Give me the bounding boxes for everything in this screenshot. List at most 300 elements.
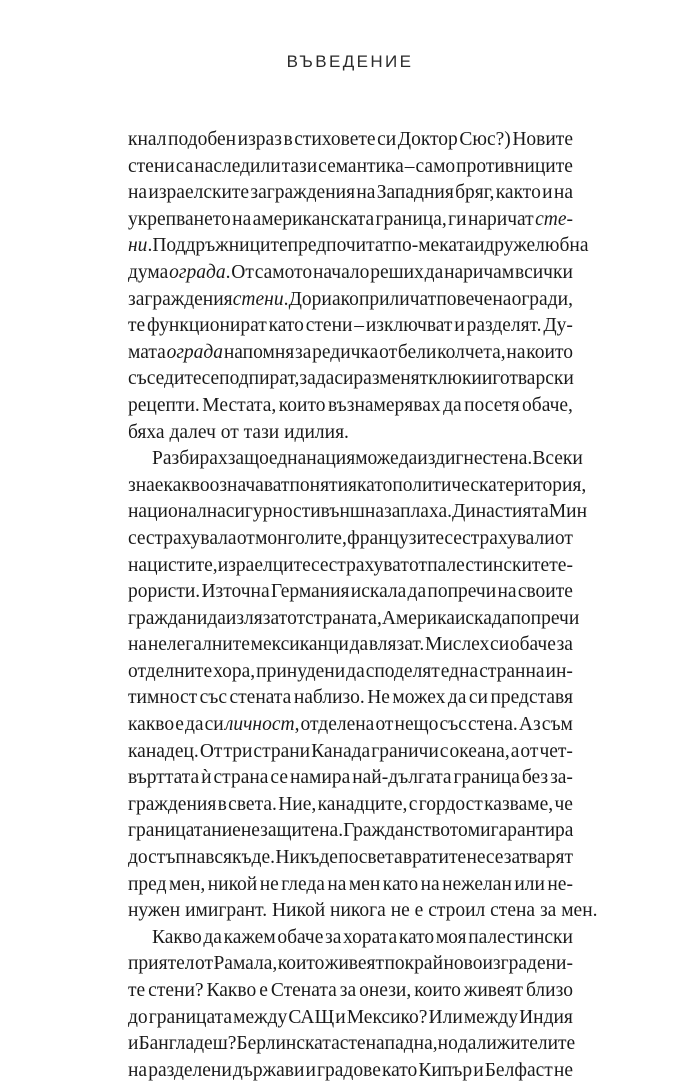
word xyxy=(408,579,427,606)
word xyxy=(436,287,492,314)
text: затварят xyxy=(503,847,573,869)
word xyxy=(284,420,349,447)
text: да xyxy=(398,448,418,470)
text: че xyxy=(554,793,573,815)
text: си xyxy=(204,714,224,736)
text: влязат. xyxy=(368,634,425,656)
text-line xyxy=(128,553,573,580)
text: е xyxy=(259,980,268,1001)
text-line xyxy=(128,606,580,633)
word xyxy=(511,739,520,766)
text: и xyxy=(542,182,553,204)
text: в xyxy=(217,793,227,815)
word xyxy=(454,765,520,792)
word xyxy=(346,659,365,686)
text: да xyxy=(203,926,222,948)
text: се xyxy=(485,847,504,869)
word xyxy=(395,712,439,739)
text: онези, xyxy=(359,980,412,1001)
word xyxy=(312,340,378,367)
text: не xyxy=(259,873,279,895)
text: Мислех xyxy=(425,634,490,656)
text: като xyxy=(381,1059,418,1081)
word xyxy=(325,925,341,952)
word xyxy=(169,420,220,447)
text: падна, xyxy=(384,1033,438,1055)
text-line xyxy=(128,233,589,260)
word xyxy=(305,606,382,633)
text-line xyxy=(128,1058,573,1084)
text: границата xyxy=(128,820,212,842)
text: палестинските xyxy=(427,554,550,576)
word xyxy=(454,313,464,340)
text-line xyxy=(128,313,573,340)
text: една xyxy=(440,660,479,682)
text: на xyxy=(356,182,376,204)
word xyxy=(385,1031,438,1058)
word xyxy=(306,313,353,340)
word xyxy=(440,712,467,739)
word xyxy=(232,207,251,234)
word xyxy=(335,1005,345,1032)
text: Рамала, xyxy=(213,953,278,975)
word xyxy=(485,1058,553,1084)
word xyxy=(334,366,353,393)
text: стиховете xyxy=(294,129,376,150)
text: по-меката xyxy=(391,235,474,257)
text: монголите, xyxy=(255,527,347,549)
text: които xyxy=(526,341,573,363)
text: кнал xyxy=(128,129,167,150)
text: не xyxy=(466,847,486,869)
text-line xyxy=(128,739,573,766)
text: Мексико? xyxy=(346,1006,428,1028)
word xyxy=(456,154,573,181)
word xyxy=(148,632,250,659)
text: обаче xyxy=(509,634,556,656)
word xyxy=(225,712,300,739)
text: за xyxy=(299,368,316,390)
word xyxy=(207,978,257,1005)
text: да xyxy=(349,634,369,656)
text: най-дългата xyxy=(352,767,452,789)
text-line xyxy=(128,1031,576,1058)
text: изключват xyxy=(365,315,453,337)
text: може xyxy=(355,448,399,470)
word xyxy=(168,127,236,154)
word xyxy=(504,845,573,872)
word xyxy=(557,632,573,659)
text: граничи xyxy=(371,740,439,762)
word xyxy=(443,951,573,978)
text: какво xyxy=(128,714,175,736)
word xyxy=(417,446,482,473)
word xyxy=(540,898,561,925)
italic-text: ограда xyxy=(166,341,224,363)
word xyxy=(128,845,186,872)
word xyxy=(236,1031,339,1058)
text: Кипър xyxy=(418,1059,473,1081)
word xyxy=(359,845,403,872)
text: на xyxy=(128,634,148,656)
text: попречи xyxy=(510,607,580,629)
word xyxy=(128,712,174,739)
word xyxy=(379,340,397,367)
word xyxy=(299,366,315,393)
text-line xyxy=(128,898,598,925)
text: на xyxy=(497,581,517,603)
word xyxy=(241,818,343,845)
text: . xyxy=(147,235,153,257)
word xyxy=(409,553,427,580)
word xyxy=(282,154,318,181)
word xyxy=(128,393,200,420)
word xyxy=(202,366,220,393)
word xyxy=(492,287,511,314)
text: страната, xyxy=(305,607,382,629)
text: намира xyxy=(289,767,351,789)
word xyxy=(250,180,355,207)
word xyxy=(186,845,275,872)
text: . xyxy=(283,288,289,310)
word xyxy=(462,526,555,553)
word xyxy=(437,340,505,367)
word xyxy=(218,553,311,580)
text: Или xyxy=(428,1006,463,1028)
text-line xyxy=(128,260,573,287)
word xyxy=(555,526,573,553)
word xyxy=(278,792,316,819)
word xyxy=(128,1058,147,1084)
text: ги xyxy=(448,208,467,230)
text: не- xyxy=(547,873,573,895)
text: на xyxy=(492,288,512,310)
text-line xyxy=(128,659,573,686)
text: света xyxy=(358,847,403,869)
word xyxy=(128,1005,148,1032)
text: само xyxy=(415,155,456,177)
word xyxy=(350,632,369,659)
text-line xyxy=(128,925,573,952)
word xyxy=(128,818,211,845)
text: стената xyxy=(229,687,292,709)
word xyxy=(224,925,276,952)
text: една xyxy=(268,448,307,470)
text: с xyxy=(408,793,418,815)
word xyxy=(490,685,573,712)
text-line xyxy=(128,180,573,207)
word xyxy=(230,685,292,712)
text: от xyxy=(194,953,213,975)
word xyxy=(269,313,304,340)
word xyxy=(128,260,168,287)
word xyxy=(428,366,482,393)
text: Източна xyxy=(201,581,270,603)
word xyxy=(382,606,455,633)
word xyxy=(384,499,452,526)
text: клюки xyxy=(428,368,482,390)
word xyxy=(383,872,418,899)
text: подобен xyxy=(168,129,237,150)
text: , xyxy=(294,714,300,736)
word xyxy=(218,792,227,819)
word xyxy=(497,1031,575,1058)
word xyxy=(233,1005,287,1032)
text: три xyxy=(223,740,253,762)
paragraph xyxy=(128,127,589,446)
text: нещо xyxy=(394,714,439,736)
text: стени xyxy=(305,315,353,337)
word xyxy=(352,765,451,792)
text: Ду- xyxy=(543,315,573,337)
text: израелските xyxy=(148,182,250,204)
text: е xyxy=(232,820,241,842)
word xyxy=(238,127,282,154)
text: политическа xyxy=(392,474,497,496)
word xyxy=(128,553,218,580)
word xyxy=(332,287,359,314)
text: да xyxy=(184,714,204,736)
word xyxy=(185,712,204,739)
word xyxy=(272,898,330,925)
word xyxy=(343,818,468,845)
text: на xyxy=(420,873,440,895)
word xyxy=(466,845,485,872)
word xyxy=(195,951,213,978)
text: на xyxy=(553,182,573,204)
word xyxy=(201,579,269,606)
text: моя xyxy=(435,926,467,948)
text: Никой xyxy=(271,900,326,922)
text: държави xyxy=(232,1059,305,1081)
text: Германия xyxy=(270,581,350,603)
word xyxy=(554,180,573,207)
text: строил xyxy=(428,900,486,922)
word xyxy=(520,739,538,766)
word xyxy=(223,739,252,766)
word xyxy=(128,632,147,659)
text-line xyxy=(128,712,573,739)
word xyxy=(128,180,147,207)
word xyxy=(255,526,347,553)
word xyxy=(484,233,588,260)
word xyxy=(281,872,325,899)
text: между xyxy=(463,1006,518,1028)
text: бряг, xyxy=(455,182,495,204)
text: ако xyxy=(331,288,359,310)
text: рористи. xyxy=(128,581,201,603)
text: стена xyxy=(339,1033,385,1055)
word xyxy=(398,127,458,154)
text: но xyxy=(437,1033,458,1055)
text: се xyxy=(270,767,288,789)
text: – xyxy=(354,315,365,337)
text: живеят xyxy=(324,953,385,975)
text: и xyxy=(305,1059,316,1081)
text: излязат xyxy=(225,607,288,629)
word xyxy=(128,366,202,393)
word xyxy=(497,579,516,606)
word xyxy=(392,233,474,260)
word xyxy=(343,925,397,952)
word xyxy=(321,499,384,526)
text: Разбирах xyxy=(152,448,228,470)
text: без xyxy=(521,767,549,789)
text: национална xyxy=(128,501,226,523)
text: се xyxy=(201,368,220,390)
word xyxy=(506,340,525,367)
word xyxy=(201,765,211,792)
text: хората xyxy=(343,926,398,948)
text: до xyxy=(128,1006,148,1028)
text: си xyxy=(490,634,510,656)
text: съседите xyxy=(128,368,202,390)
text: си xyxy=(468,687,488,709)
text: разменят xyxy=(353,368,429,390)
word xyxy=(169,872,205,899)
text: От xyxy=(231,261,254,283)
word xyxy=(415,898,429,925)
text: САЩ xyxy=(288,1006,335,1028)
text: споделят xyxy=(365,660,440,682)
word xyxy=(288,233,392,260)
text: на xyxy=(327,873,347,895)
text: можех xyxy=(392,687,446,709)
word xyxy=(270,765,288,792)
text: хора, xyxy=(213,660,256,682)
text: стена. xyxy=(468,714,518,736)
word xyxy=(468,712,518,739)
text: – xyxy=(404,155,415,177)
text: възнамерявах xyxy=(327,394,441,416)
word xyxy=(211,818,232,845)
text: рецепти. xyxy=(128,394,200,416)
text-line xyxy=(128,207,573,234)
text-line xyxy=(128,951,573,978)
word xyxy=(228,792,277,819)
text-line xyxy=(128,872,573,899)
text: наричат xyxy=(467,208,534,230)
word xyxy=(510,632,556,659)
text: тимност xyxy=(128,687,198,709)
text: и xyxy=(481,368,493,390)
word xyxy=(419,792,483,819)
text: от xyxy=(520,740,539,762)
word xyxy=(414,978,461,1005)
text: света. xyxy=(228,793,277,815)
text: подпират, xyxy=(219,368,300,390)
word xyxy=(213,659,255,686)
word xyxy=(128,420,169,447)
italic-text: личност xyxy=(224,714,295,736)
text: реших xyxy=(370,261,424,283)
word xyxy=(152,233,287,260)
text: Дори xyxy=(288,288,332,310)
word xyxy=(455,606,492,633)
word xyxy=(526,340,573,367)
text: територия, xyxy=(496,474,587,496)
text: за xyxy=(295,341,312,363)
word xyxy=(469,685,488,712)
text: гарантира xyxy=(490,820,574,842)
text: семантика xyxy=(318,155,404,177)
word xyxy=(271,579,350,606)
word xyxy=(169,260,230,287)
text: да xyxy=(443,394,462,416)
text: за xyxy=(325,926,342,948)
text: страна xyxy=(213,767,269,789)
paragraph xyxy=(128,925,576,1084)
text: са xyxy=(175,155,194,177)
word xyxy=(405,154,415,181)
word xyxy=(443,393,462,420)
word xyxy=(427,553,549,580)
word xyxy=(354,313,364,340)
word xyxy=(244,420,284,447)
text: нелегалните xyxy=(147,634,250,656)
word xyxy=(486,845,504,872)
word xyxy=(522,765,548,792)
word xyxy=(377,127,396,154)
text-line xyxy=(128,499,588,526)
text: от xyxy=(220,421,239,443)
word xyxy=(425,632,489,659)
word xyxy=(310,499,320,526)
text: на xyxy=(128,182,148,204)
word xyxy=(290,765,350,792)
text: от xyxy=(375,714,394,736)
text: граница, xyxy=(375,208,447,230)
word xyxy=(436,925,467,952)
word xyxy=(205,712,224,739)
text: гордост xyxy=(418,793,483,815)
word xyxy=(128,872,167,899)
text: граждения xyxy=(128,793,217,815)
word xyxy=(148,180,249,207)
word xyxy=(425,260,444,287)
word xyxy=(349,872,380,899)
word xyxy=(283,127,292,154)
text: Аз xyxy=(518,714,541,736)
word xyxy=(427,579,496,606)
word xyxy=(519,1005,573,1032)
text: страхуват xyxy=(328,554,409,576)
text: границата xyxy=(148,1006,233,1028)
text: казваме, xyxy=(484,793,554,815)
text: напомня xyxy=(223,341,295,363)
word xyxy=(399,446,418,473)
word xyxy=(490,632,509,659)
text: мексиканци xyxy=(250,634,349,656)
word xyxy=(233,287,289,314)
text-line xyxy=(128,340,573,367)
text: заграждения xyxy=(128,288,233,310)
text: съм xyxy=(541,714,573,736)
word xyxy=(311,739,370,766)
text: ѝ xyxy=(201,767,212,789)
word xyxy=(128,951,195,978)
text: да xyxy=(207,607,226,629)
text-line xyxy=(128,473,587,500)
word xyxy=(438,1031,458,1058)
text: редичка xyxy=(312,341,379,363)
word xyxy=(403,845,466,872)
text: навсякъде. xyxy=(186,847,275,869)
text: дума xyxy=(128,261,169,283)
word xyxy=(318,792,408,819)
text: тази xyxy=(243,421,280,443)
word xyxy=(275,845,338,872)
